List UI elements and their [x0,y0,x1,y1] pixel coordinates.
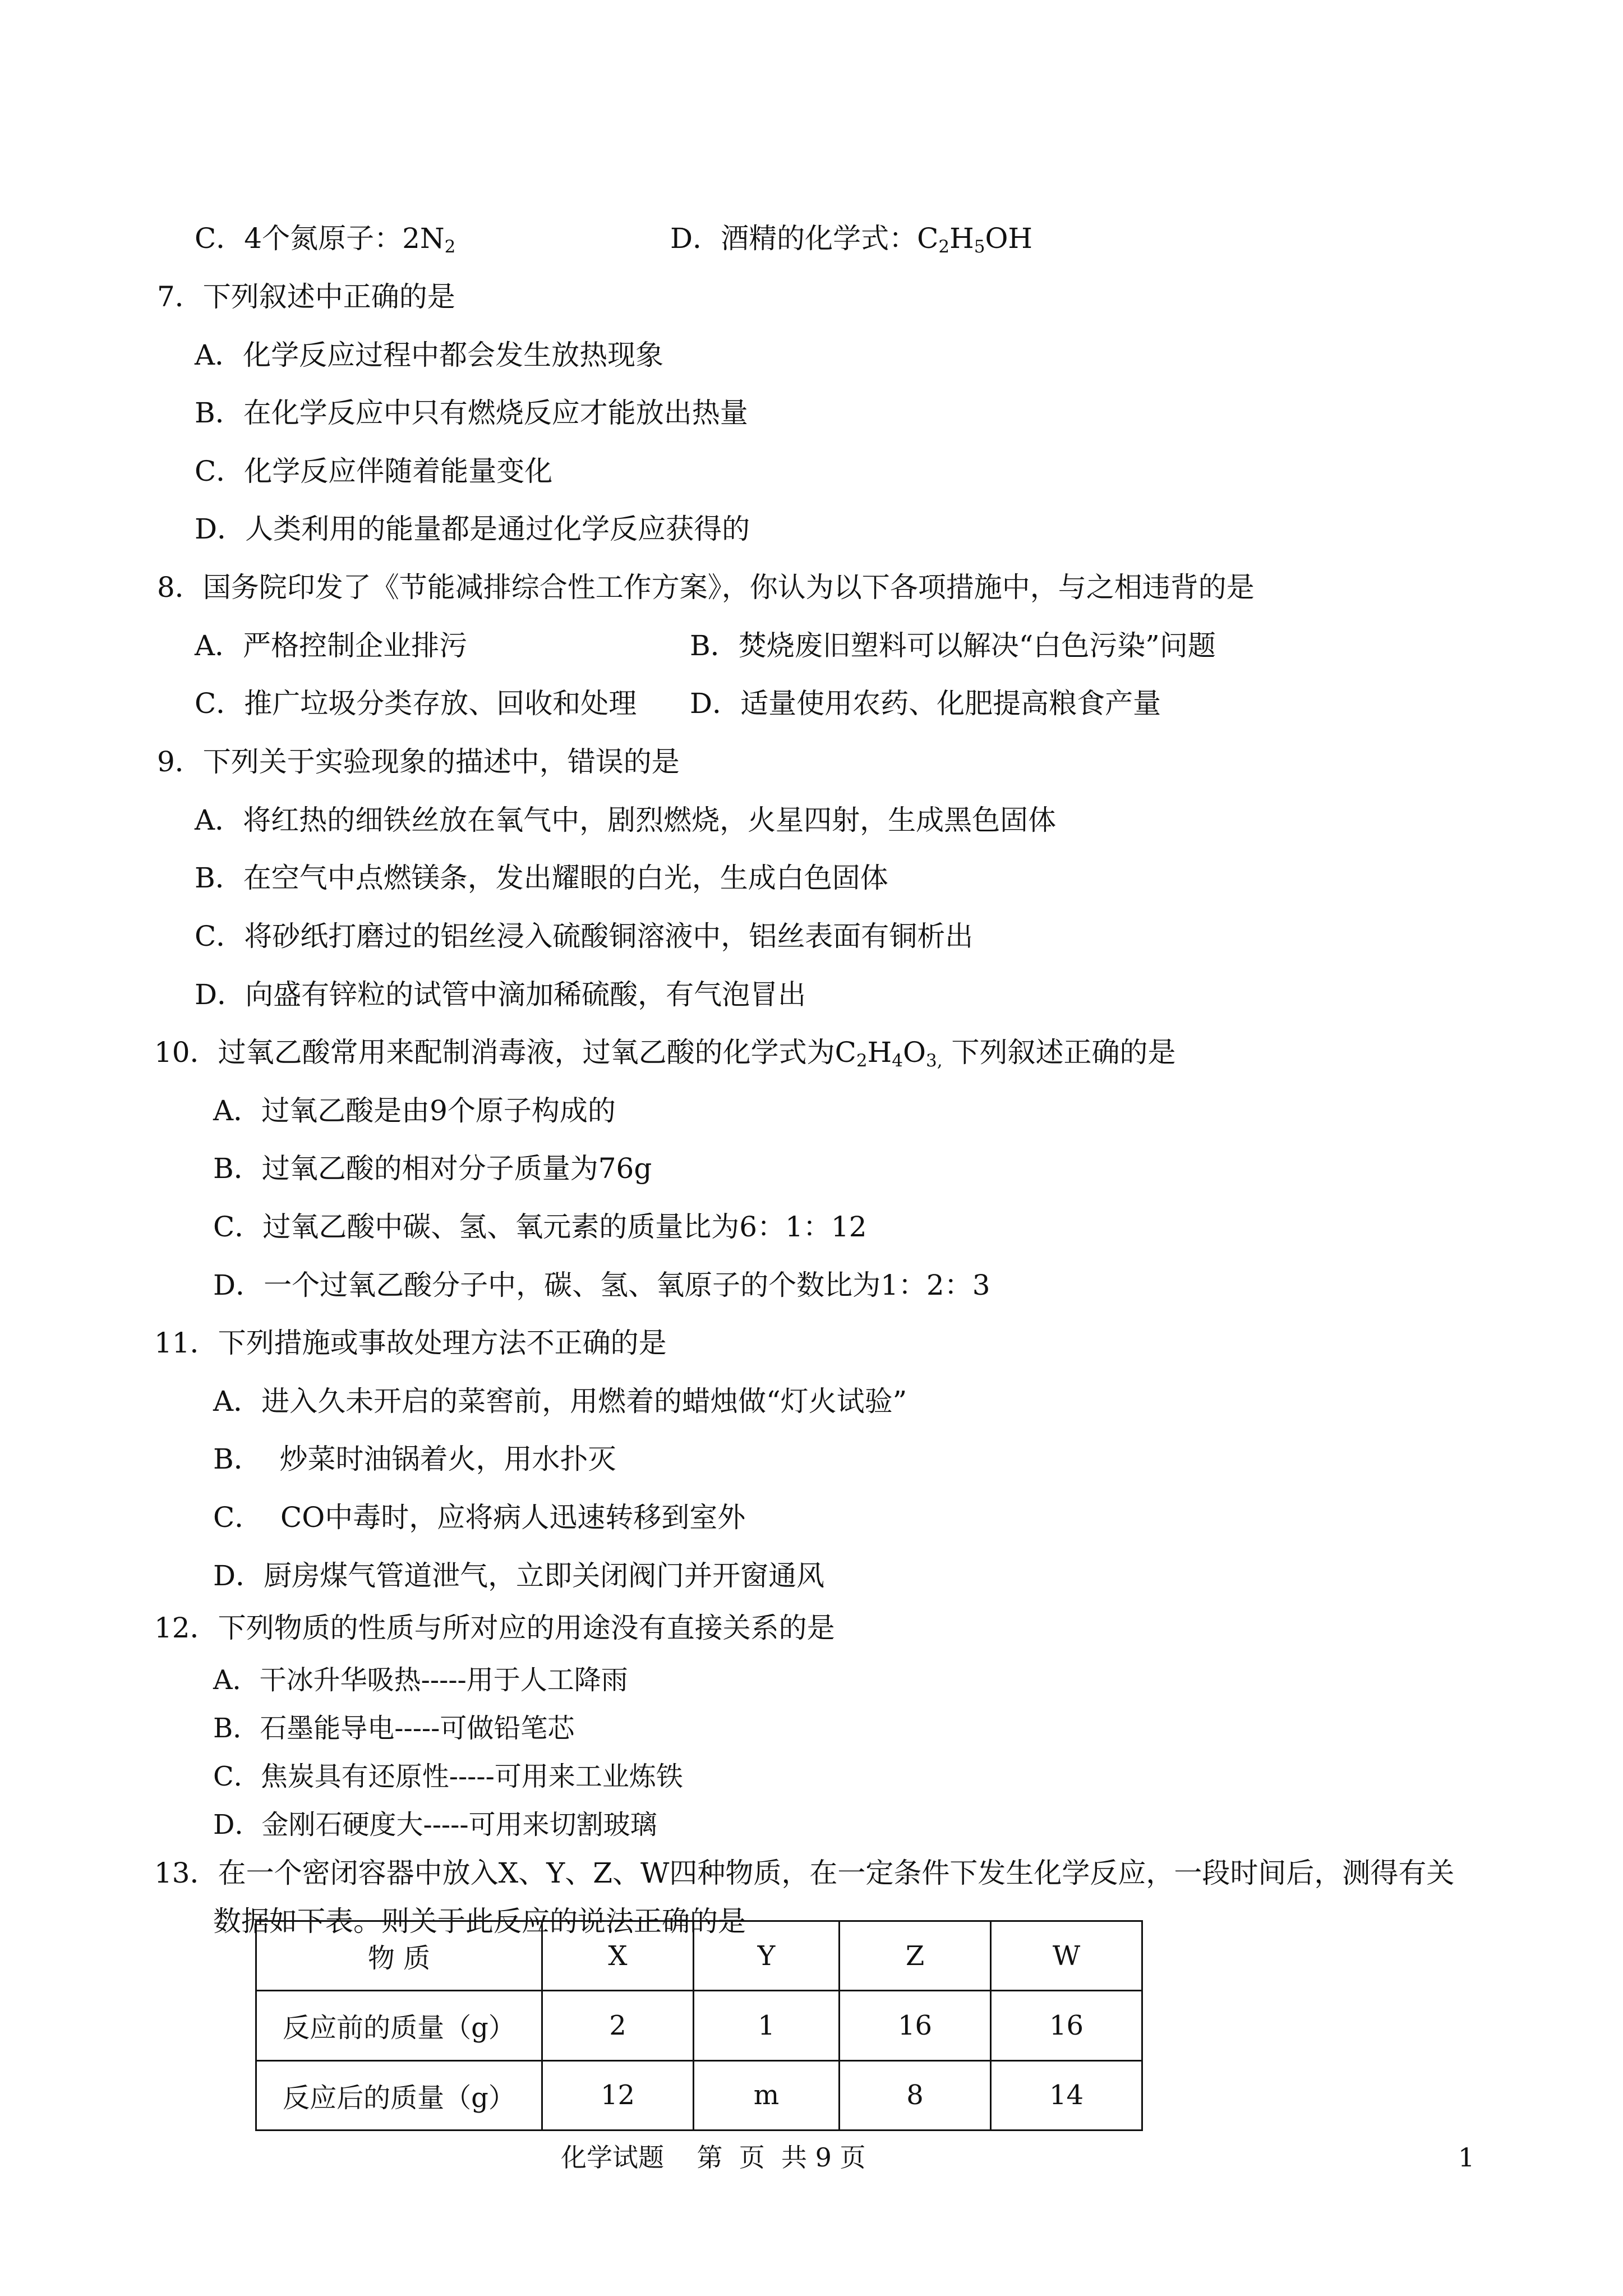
q7-option-c: C．化学反应伴随着能量变化 [195,455,553,487]
table-header-cell: Y [694,1921,840,1991]
table-cell: 16 [840,1991,991,2060]
q11-option-d: D．厨房煤气管道泄气，立即关闭阀门并开窗通风 [213,1559,825,1592]
table-header-cell: Z [840,1921,991,1991]
q6-option-c: C．4个氮原子：$2N_2$ [195,222,456,257]
table-header-cell: X [542,1921,694,1991]
q11-stem: 11．下列措施或事故处理方法不正确的是 [154,1327,667,1359]
q10-option-b: B．过氧乙酸的相对分子质量为76g [213,1152,652,1185]
q11-option-b: B． 炒菜时油锅着火，用水扑灭 [213,1443,616,1475]
q12-option-c: C．焦炭具有还原性-----可用来工业炼铁 [213,1761,683,1792]
table-header-row [256,1921,1142,1991]
table-cell: 1 [694,1991,840,2060]
table-cell: 2 [542,1991,694,2060]
table-row [256,2060,1142,2130]
q10-stem: 10．过氧乙酸常用来配制消毒液，过氧乙酸的化学式为$C_2H_4O_{3,}$ 下列叙述正确的是 [154,1036,1176,1071]
q12-stem: 12．下列物质的性质与所对应的用途没有直接关系的是 [154,1612,835,1644]
q9-option-b: B．在空气中点燃镁条，发出耀眼的白光，生成白色固体 [195,862,888,894]
q7-stem: 7．下列叙述中正确的是 [157,280,455,313]
table-cell: 反应后的质量（g） [256,2060,542,2130]
q8-option-a: A．严格控制企业排污 [195,629,468,662]
q10-option-a: A．过氧乙酸是由9个原子构成的 [213,1094,616,1127]
q9-option-d: D．向盛有锌粒的试管中滴加稀硫酸，有气泡冒出 [195,978,806,1011]
q7-option-d: D．人类利用的能量都是通过化学反应获得的 [195,513,750,545]
q8-option-c: C．推广垃圾分类存放、回收和处理 [195,687,637,720]
q6-option-d: D．酒精的化学式：$C_2H_5OH$ [670,222,1033,257]
table-row [256,1991,1142,2060]
q12-option-b: B．石墨能导电-----可做铅笔芯 [213,1713,575,1744]
data-table [255,1920,1143,2131]
table-cell: m [694,2060,840,2130]
q8-stem: 8．国务院印发了《节能减排综合性工作方案》，你认为以下各项措施中，与之相违背的是 [157,571,1255,604]
q10-option-c: C．过氧乙酸中碳、氢、氧元素的质量比为6：1：12 [213,1211,867,1243]
q7-option-b: B．在化学反应中只有燃烧反应才能放出热量 [195,397,748,429]
table-cell: 14 [991,2060,1142,2130]
q13-stem-line1: 13．在一个密闭容器中放入X、Y、Z、W四种物质，在一定条件下发生化学反应，一段时间后，测得有关 [154,1857,1455,1889]
q10-option-d: D．一个过氧乙酸分子中，碳、氢、氧原子的个数比为1：2：3 [213,1269,990,1301]
table-header-cell: W [991,1921,1142,1991]
q7-option-a: A．化学反应过程中都会发生放热现象 [195,339,664,371]
page-footer: 化学试题 第 页 共 9 页 [561,2142,866,2173]
q11-option-c: C． CO中毒时，应将病人迅速转移到室外 [213,1501,746,1534]
table-cell: 16 [991,1991,1142,2060]
q8-option-d: D．适量使用农药、化肥提高粮食产量 [690,687,1161,720]
table-cell: 8 [840,2060,991,2130]
q8-option-b: B．焚烧废旧塑料可以解决“白色污染”问题 [690,629,1216,662]
page-number: 1 [1458,2142,1475,2173]
q9-stem: 9．下列关于实验现象的描述中，错误的是 [157,746,680,778]
q12-option-a: A．干冰升华吸热-----用于人工降雨 [213,1664,628,1696]
q9-option-c: C．将砂纸打磨过的铝丝浸入硫酸铜溶液中，铝丝表面有铜析出 [195,920,974,953]
q13-stem-line2: 数据如下表。则关于此反应的说法正确的是 [213,1905,746,1938]
table-header-cell: 物 质 [256,1921,542,1991]
table-cell: 反应前的质量（g） [256,1991,542,2060]
table-cell: 12 [542,2060,694,2130]
q11-option-a: A．进入久未开启的菜窖前，用燃着的蜡烛做“灯火试验” [213,1385,907,1418]
q9-option-a: A．将红热的细铁丝放在氧气中，剧烈燃烧，火星四射，生成黑色固体 [195,804,1057,836]
q12-option-d: D．金刚石硬度大-----可用来切割玻璃 [213,1809,657,1841]
